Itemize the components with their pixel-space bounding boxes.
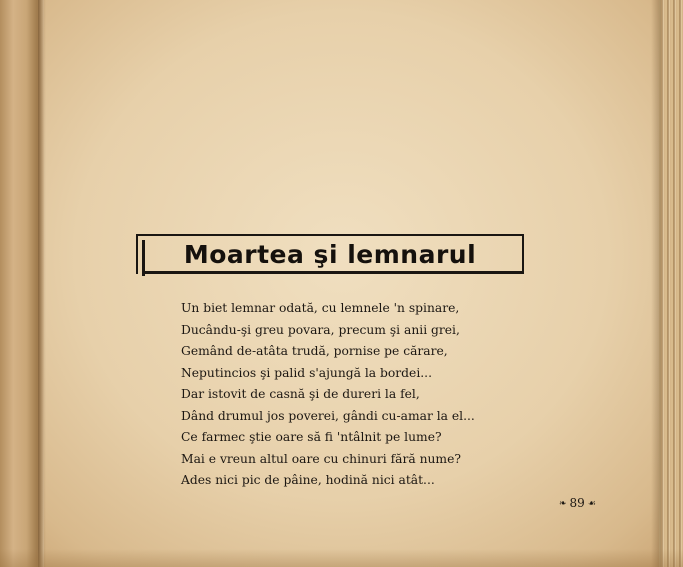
page-number-block <box>556 496 599 510</box>
title-frame <box>136 234 524 274</box>
poem-line: Ades nici pic de pâine, hodină nici atât... <box>181 473 435 487</box>
poem-line: Ce farmec ştie oare să fi 'ntâlnit pe lume? <box>181 430 442 444</box>
poem-line: Neputincios şi palid s'ajungă la bordei... <box>181 365 432 380</box>
poem-line: Un biet lemnar odată, cu lemnele 'n spinare, <box>181 301 460 315</box>
leaf-ornament-icon: ☙ <box>587 499 596 509</box>
page-edges <box>659 0 683 567</box>
poem-line: Ducându-şi greu povara, precum şi anii grei, <box>181 322 460 337</box>
poem-line: Gemând de-atâta trudă, pornise pe cărare, <box>181 344 448 358</box>
poem-line: Mai e vreun altul oare cu chinuri fără nume? <box>181 451 461 466</box>
poem-line: Dând drumul jos poverei, gândi cu-amar la el... <box>181 408 475 423</box>
poem-body <box>181 298 475 492</box>
spine-shadow <box>38 0 46 567</box>
poem-title: Moartea şi lemnarul <box>183 240 477 269</box>
poem-line: Dar istovit de casnă şi de dureri la fel, <box>181 387 420 401</box>
page-number: 89 <box>569 496 585 510</box>
leaf-ornament-icon: ❧ <box>559 499 567 509</box>
page-edges-shadow <box>651 0 661 567</box>
bottom-shade <box>0 549 683 567</box>
